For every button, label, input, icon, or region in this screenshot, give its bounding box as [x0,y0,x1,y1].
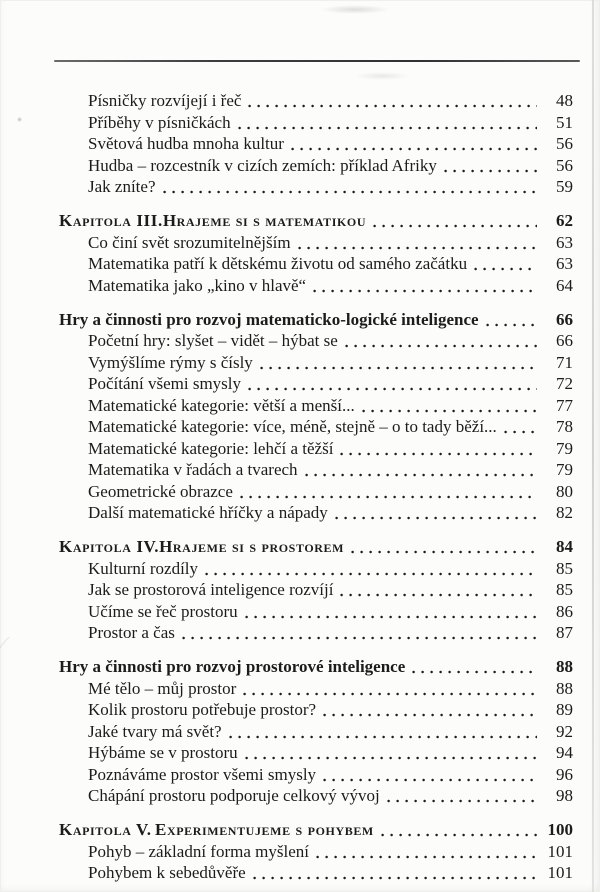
page-number: 94 [556,743,573,762]
toc-entry-title: Písničky rozvíjejí i řeč [88,91,242,110]
dot-leader [362,409,537,413]
toc-entry-title: Pohyb – základní forma myšlení [88,841,309,861]
page-number: 96 [556,764,573,784]
toc-entry-title: Matematické kategorie: větší a menší... [88,395,355,415]
toc-chapter-row [59,210,573,232]
page-number: 85 [556,580,573,599]
dot-leader [260,366,537,370]
page-number: 48 [556,91,573,110]
chapter-label: Kapitola III. [59,211,163,230]
dot-leader [182,636,537,640]
toc-entry [59,155,573,177]
toc-entry-title: Učíme se řeč prostoru [88,601,238,621]
toc-entry-title: Světová hudba mnoha kultur [88,134,284,153]
dot-leader [474,267,537,271]
toc-entry [59,176,573,198]
page-number: 89 [556,700,573,719]
toc-entry [59,699,573,721]
toc-entry [59,232,573,254]
scan-smudge [320,5,390,14]
page-number: 77 [556,395,573,415]
toc-entry-title: Jaké tvary má svět? [88,721,222,741]
page-number: 66 [556,309,573,329]
toc-entry-title: Prostor a čas [88,623,175,642]
toc-entry-title: Matematické kategorie: více, méně, stejně – o to tady běží... [88,417,497,436]
page-number: 71 [556,352,573,372]
toc-entry-title: Příběhy v písničkách [88,112,231,132]
toc-group [59,536,573,644]
toc-entry-title: Kolik prostoru potřebuje prostor? [88,700,317,719]
toc-entry-title: Vymýšlíme rýmy s čísly [88,352,253,372]
toc-group [59,656,573,807]
chapter-label: Kapitola IV. [59,537,160,556]
dot-leader [243,692,537,696]
dot-leader [387,799,537,803]
toc-entry [59,481,573,503]
page-number: 82 [556,503,573,522]
scan-arc-artifact [0,622,61,746]
chapter-label: Kapitola V. [59,820,152,839]
toc-entry [59,330,573,352]
toc-section-row [59,309,573,331]
page-number: 85 [556,558,573,578]
scan-smudge [355,72,410,80]
toc-entry [59,253,573,275]
page-number: 72 [556,374,573,393]
chapter-title: Hrajeme si s prostorem [159,537,345,556]
section-title: Hry a činnosti pro rozvoj prostorové inteligence [59,657,406,676]
toc-entry-title: Pohybem k sebedůvěře [88,863,246,882]
toc-entry-title: Jak zníte? [88,177,156,196]
dot-leader [238,126,537,130]
toc-entry [59,558,573,580]
toc-entry-title: Kulturní rozdíly [88,558,199,578]
dot-leader [323,713,537,717]
toc-entry [59,785,573,807]
page-number: 51 [556,112,573,132]
toc-entry [59,133,573,155]
dot-leader [486,323,537,327]
section-title: Hry a činnosti pro rozvoj matematicko-logické inteligence [59,309,479,329]
dot-leader [245,615,537,619]
scan-smudge [17,117,22,122]
page-number: 56 [556,134,573,153]
page-number: 88 [556,657,573,676]
toc-entry [59,373,573,395]
page-number: 63 [556,232,573,252]
toc-entry-title: Hýbáme se v prostoru [88,743,238,762]
dot-leader [335,516,537,520]
dot-leader [381,833,537,837]
page-number: 63 [556,254,573,273]
toc-entry [59,862,573,884]
toc-entry [59,601,573,623]
page-number: 101 [547,841,573,861]
toc-entry [59,112,573,134]
dot-leader [253,876,537,880]
dot-leader [305,473,537,477]
page-number: 79 [556,438,573,458]
toc-entry [59,459,573,481]
page-number: 62 [556,211,573,230]
dot-leader [205,572,537,576]
dot-leader [163,190,538,194]
dot-leader [323,778,537,782]
page-number: 88 [556,678,573,698]
dot-leader [340,593,537,597]
toc-entry-title: Matematika jako „kino v hlavě“ [88,275,307,295]
dot-leader [444,169,537,173]
toc-entry [59,438,573,460]
page-number: 92 [556,721,573,741]
dot-leader [298,246,537,250]
dot-leader [373,224,537,228]
chapter-title: Hrajeme si s matematikou [162,211,367,230]
toc-entry-title: Početní hry: slyšet – vidět – hýbat se [88,331,338,350]
table-of-contents [59,90,573,892]
header-rule [54,60,580,62]
page-number: 84 [556,537,573,556]
page-number: 80 [556,481,573,501]
toc-entry [59,395,573,417]
toc-group [59,210,573,296]
toc-entry-title: Geometrické obrazce [88,481,233,501]
toc-entry-title: Mé tělo – můj prostor [88,678,237,698]
toc-entry-title: Další matematické hříčky a nápady [88,503,328,522]
dot-leader [248,387,537,391]
dot-leader [240,495,537,499]
page-number: 78 [556,417,573,436]
page-number: 100 [547,820,573,839]
toc-entry [59,416,573,438]
dot-leader [345,344,537,348]
toc-entry [59,841,573,863]
dot-leader [229,735,537,739]
page-number: 56 [556,155,573,175]
toc-entry [59,275,573,297]
dot-leader [351,550,537,554]
page-number: 59 [556,177,573,196]
toc-entry-title: Matematika patří k dětskému životu od samého začátku [88,254,468,273]
toc-entry [59,352,573,374]
scan-edge-shadow [592,0,594,892]
toc-entry [59,764,573,786]
toc-entry-title: Chápání prostoru podporuje celkový vývoj [88,786,380,805]
toc-entry [59,622,573,644]
dot-leader [316,855,537,859]
toc-entry-title: Jak se prostorová inteligence rozvíjí [88,580,334,599]
toc-group [59,309,573,524]
toc-entry [59,742,573,764]
page-number: 86 [556,601,573,621]
toc-entry-title: Matematika v řadách a tvarech [88,460,298,479]
toc-chapter-row [59,819,573,841]
dot-leader [412,670,537,674]
page-number: 98 [556,786,573,805]
toc-section-row [59,656,573,678]
toc-entry [59,90,573,112]
dot-leader [504,430,537,434]
dot-leader [248,104,537,108]
page-number: 87 [556,623,573,642]
toc-entry-title: Počítání všemi smysly [88,374,241,393]
toc-entry-title: Hudba – rozcestník v cizích zemích: příklad Afriky [88,155,437,175]
page-number: 101 [547,863,573,882]
toc-entry [59,502,573,524]
dot-leader [245,756,537,760]
toc-entry-title: Poznáváme prostor všemi smysly [88,764,317,784]
toc-group [59,90,573,198]
toc-chapter-row [59,536,573,558]
toc-entry-title: Co činí svět srozumitelnějším [88,232,291,252]
toc-entry-title: Matematické kategorie: lehčí a těžší [88,438,334,458]
dot-leader [340,452,537,456]
dot-leader [291,147,537,151]
toc-entry [59,721,573,743]
toc-entry [59,678,573,700]
dot-leader [313,289,537,293]
page-number: 64 [556,275,573,295]
toc-group [59,819,573,884]
page-number: 79 [556,460,573,479]
chapter-title: Experimentujeme s pohybem [155,820,374,839]
page-number: 66 [556,331,573,350]
toc-entry [59,579,573,601]
